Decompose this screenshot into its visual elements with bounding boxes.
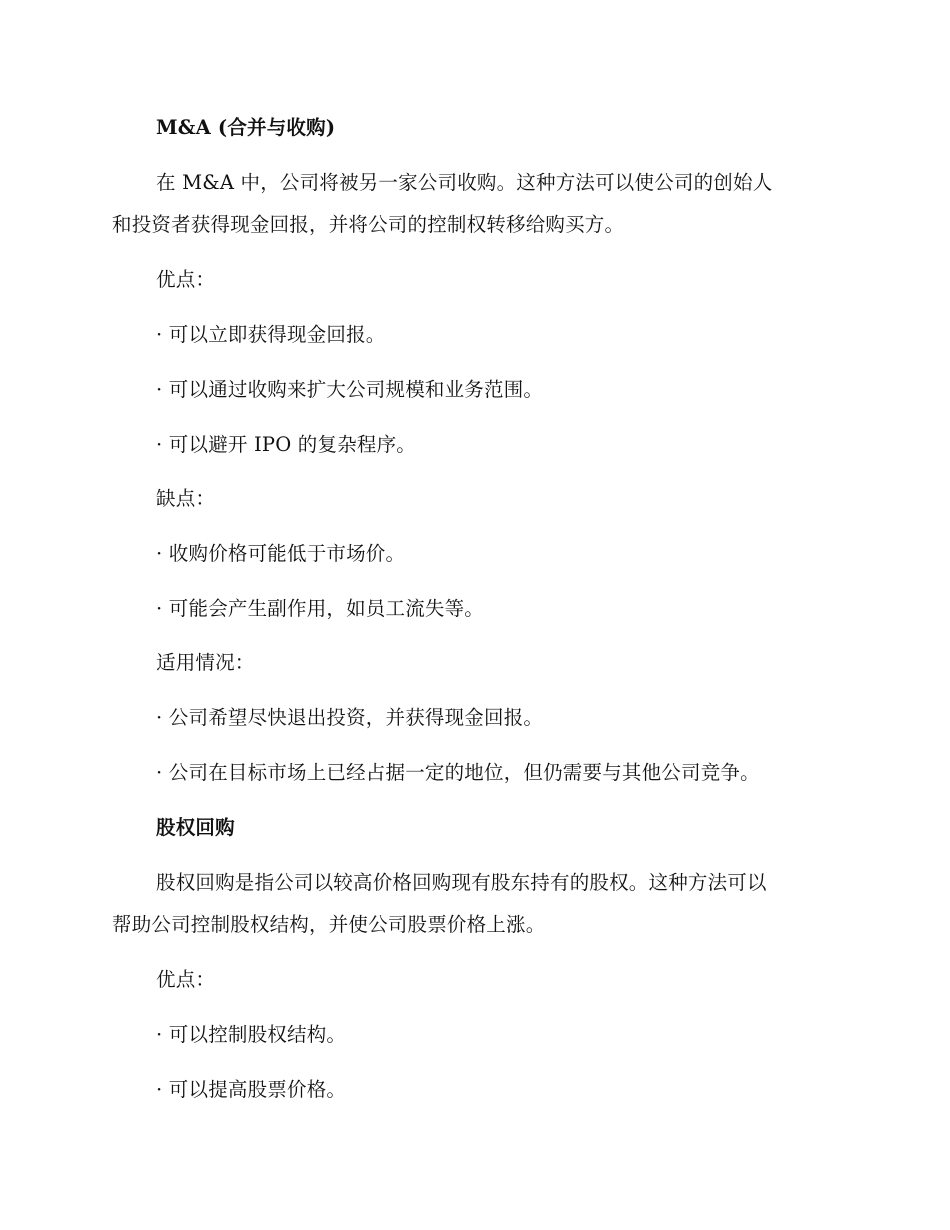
paragraph-line: 和投资者获得现金回报，并将公司的控制权转移给购买方。 [112, 213, 625, 236]
pros-label: 优点： [156, 968, 216, 991]
pros-label: 优点： [156, 268, 216, 291]
list-item: · 可以立即获得现金回报。 [156, 323, 386, 346]
use-cases-label: 适用情况： [156, 651, 255, 674]
list-item: · 可以控制股权结构。 [156, 1023, 347, 1046]
list-item: · 可以避开 IPO 的复杂程序。 [156, 433, 417, 456]
cons-label: 缺点： [156, 487, 216, 510]
list-item: · 收购价格可能低于市场价。 [156, 542, 406, 565]
paragraph-line: 帮助公司控制股权结构，并使公司股票价格上涨。 [112, 913, 546, 936]
section-heading-ma: M&A (合并与收购) [156, 116, 336, 139]
list-item: · 公司希望尽快退出投资，并获得现金回报。 [156, 706, 544, 729]
list-item: · 可以提高股票价格。 [156, 1078, 347, 1101]
list-item: · 可以通过收购来扩大公司规模和业务范围。 [156, 378, 544, 401]
list-item: · 公司在目标市场上已经占据一定的地位，但仍需要与其他公司竞争。 [156, 761, 760, 784]
paragraph-line: 股权回购是指公司以较高价格回购现有股东持有的股权。这种方法可以 [156, 871, 767, 894]
section-heading-buyback: 股权回购 [156, 816, 235, 839]
list-item: · 可能会产生副作用，如员工流失等。 [156, 597, 484, 620]
paragraph-line: 在 M&A 中，公司将被另一家公司收购。这种方法可以使公司的创始人 [156, 171, 773, 194]
